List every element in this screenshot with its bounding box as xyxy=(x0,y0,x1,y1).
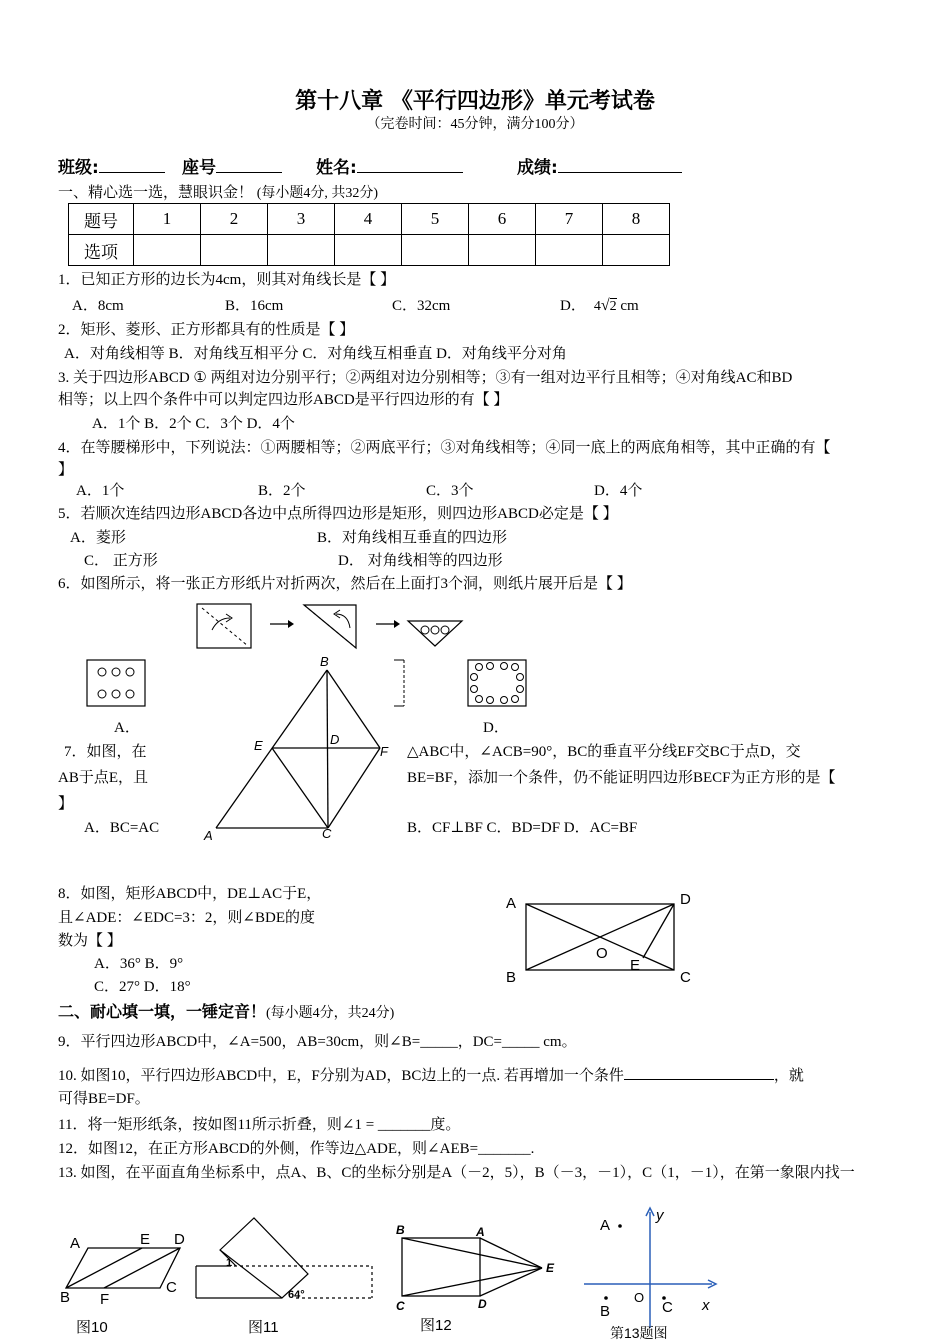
q7-options-bcd: B．CF⊥BF C．BD=DF D．AC=BF xyxy=(407,820,638,836)
fig12-label-a: A xyxy=(476,1225,485,1239)
figure-13 xyxy=(582,1206,728,1342)
q5-stem: 5．若顺次连结四边形ABCD各边中点所得四边形是矩形，则四边形ABCD必定是【 】 xyxy=(58,506,618,522)
q8-label-a: A xyxy=(506,895,517,912)
answer-cell[interactable] xyxy=(402,235,469,266)
q8-label-b: B xyxy=(506,969,517,986)
answer-cell[interactable] xyxy=(536,235,603,266)
answer-cell[interactable] xyxy=(603,235,670,266)
q8-label-o: O xyxy=(596,945,608,962)
answer-cell[interactable] xyxy=(134,235,201,266)
table-cell: 6 xyxy=(469,204,536,235)
q8-label-d: D xyxy=(680,891,691,908)
q1-stem: 1．已知正方形的边长为4cm，则其对角线长是【 】 xyxy=(58,272,396,288)
q4-line2: 】 xyxy=(58,462,74,478)
q7-label-e: E xyxy=(254,738,263,753)
fig13-label-c: C xyxy=(662,1299,673,1316)
section2-heading: 二、耐心填一填，一锤定音！(每小题4分，共24分) xyxy=(58,1002,395,1021)
fig12-label-b: B xyxy=(396,1223,405,1237)
table-cell: 3 xyxy=(268,204,335,235)
q5-option-b: B．对角线相互垂直的四边形 xyxy=(317,530,508,546)
score-field xyxy=(517,153,682,178)
q7-label-d: D xyxy=(330,732,340,747)
answer-cell[interactable] xyxy=(268,235,335,266)
score-label: 成绩: xyxy=(517,158,558,178)
q6-stem: 6．如图所示，将一张正方形纸片对折两次，然后在上面打3个洞，则纸片展开后是【 】 xyxy=(58,576,632,592)
q4-option-d: D．4个 xyxy=(594,483,643,499)
q7-label-c: C xyxy=(322,826,332,841)
section1-heading: 一、精心选一选，慧眼识金！ (每小题4分, 共32分) xyxy=(58,185,379,201)
q6-option-a-figure xyxy=(85,658,149,710)
q7-option-a: A．BC=AC xyxy=(84,820,160,836)
q7-right1: △ABC中，∠ACB=90°，BC的垂直平分线EF交BC于点D，交 xyxy=(407,744,801,760)
q7-figure xyxy=(200,652,400,844)
fig13-label-y: y xyxy=(656,1207,664,1224)
q6-label-d: D． xyxy=(483,720,509,736)
fig13-label-x: x xyxy=(702,1297,710,1314)
q2-options: A．对角线相等 B．对角线互相平分 C．对角线互相垂直 D．对角线平分对角 xyxy=(64,346,567,362)
q4-option-c: C．3个 xyxy=(426,483,474,499)
exam-subtitle: （完卷时间：45分钟，满分100分） xyxy=(366,117,584,132)
q6-fold-figure xyxy=(190,598,480,654)
answer-cell[interactable] xyxy=(335,235,402,266)
q8-figure xyxy=(500,888,700,988)
q6-option-d-figure xyxy=(466,658,530,710)
q8-line2: 且∠ADE：∠EDC=3：2，则∠BDE的度 xyxy=(58,910,315,926)
fig11-angle-64: 64° xyxy=(288,1289,305,1301)
q3-line1: 3. 关于四边形ABCD ① 两组对边分别平行；②两组对边分别相等；③有一组对边平行且相等；④对角线AC和BD xyxy=(58,370,793,386)
name-label: 姓名: xyxy=(316,158,357,178)
fig12-label-d: D xyxy=(478,1297,487,1311)
q2-stem: 2．矩形、菱形、正方形都具有的性质是【 】 xyxy=(58,322,355,338)
seat-field xyxy=(182,153,282,178)
table-cell: 8 xyxy=(603,204,670,235)
q8-options-ab: A．36° B．9° xyxy=(94,956,184,972)
fig10-label-c: C xyxy=(166,1279,177,1296)
fig13-caption: 第13题图 xyxy=(610,1325,668,1341)
q4-line1: 4．在等腰梯形中，下列说法：①两腰相等；②两底平行；③对角线相等；④同一底上的两底角相等，其中正确的有【 xyxy=(58,440,831,456)
fig10-label-b: B xyxy=(60,1289,71,1306)
q7-label-a: A xyxy=(204,828,213,843)
figure-11 xyxy=(192,1214,382,1338)
class-field xyxy=(58,153,165,178)
fig13-label-b: B xyxy=(600,1303,611,1320)
q8-label-c: C xyxy=(680,969,691,986)
q4-option-a: A．1个 xyxy=(76,483,125,499)
q1-option-c: C．32cm xyxy=(392,298,451,314)
table-cell: 5 xyxy=(402,204,469,235)
q10-line2: 可得BE=DF。 xyxy=(58,1091,150,1107)
table-cell: 题号 xyxy=(69,204,134,235)
q7-label-b: B xyxy=(320,654,329,669)
fig13-label-o: O xyxy=(634,1290,645,1305)
q9-text: 9．平行四边形ABCD中，∠A=500，AB=30cm，则∠B=_____，DC=_____ cm。 xyxy=(58,1034,577,1050)
fig10-label-e: E xyxy=(140,1231,151,1248)
table-row xyxy=(69,204,670,235)
q4-option-b: B．2个 xyxy=(258,483,306,499)
fig10-caption: 图10 xyxy=(76,1319,108,1336)
table-cell: 7 xyxy=(536,204,603,235)
table-row xyxy=(69,235,670,266)
name-field xyxy=(316,153,463,178)
q13-text: 13. 如图，在平面直角坐标系中，点A、B、C的坐标分别是A（－2，5），B（－3，－1），C（1，－1），在第一象限内找一 xyxy=(58,1165,855,1181)
answer-cell[interactable] xyxy=(469,235,536,266)
q3-options: A．1个 B．2个 C．3个 D．4个 xyxy=(92,416,295,432)
answer-table xyxy=(68,203,670,266)
fig10-label-a: A xyxy=(70,1235,81,1252)
q10-answer-blank[interactable] xyxy=(624,1065,774,1080)
page-title: 第十八章 《平行四边形》单元考试卷 xyxy=(295,89,655,114)
q8-line3: 数为【 】 xyxy=(58,933,122,949)
fig12-caption: 图12 xyxy=(420,1317,452,1334)
q11-text: 11．将一矩形纸条，按如图11所示折叠，则∠1 = _______度。 xyxy=(58,1117,461,1133)
class-label: 班级: xyxy=(58,158,99,178)
q8-line1: 8．如图，矩形ABCD中，DE⊥AC于E， xyxy=(58,886,322,902)
q5-option-a: A．菱形 xyxy=(70,530,126,546)
fig11-caption: 图11 xyxy=(248,1319,279,1336)
seat-label: 座号 xyxy=(182,158,216,178)
fig12-label-c: C xyxy=(396,1299,405,1313)
table-cell: 选项 xyxy=(69,235,134,266)
q5-option-c: C． 正方形 xyxy=(84,553,158,569)
table-cell: 4 xyxy=(335,204,402,235)
figure-10 xyxy=(56,1228,186,1338)
figure-12 xyxy=(392,1222,562,1332)
fig12-label-e: E xyxy=(546,1261,555,1275)
q1-option-b: B．16cm xyxy=(225,298,284,314)
q8-label-e: E xyxy=(630,957,641,974)
q10-line1: 10. 如图10，平行四边形ABCD中，E，F分别为AD，BC边上的一点. 若再增加一个条件 ，就 xyxy=(58,1064,804,1085)
table-cell: 2 xyxy=(201,204,268,235)
q8-options-cd: C．27° D．18° xyxy=(94,979,191,995)
q7-left1: 7．如图，在 xyxy=(64,744,147,760)
q7-label-f: F xyxy=(380,744,388,759)
fig11-angle-1: 1 xyxy=(226,1257,233,1269)
q7-left3: 】 xyxy=(58,796,74,812)
q1-option-d: D． 4√2 cm xyxy=(560,297,639,314)
fig13-label-a: A xyxy=(600,1217,611,1234)
q7-right2: BE=BF，添加一个条件，仍不能证明四边形BECF为正方形的是【 xyxy=(407,770,836,786)
q3-line2: 相等；以上四个条件中可以判定四边形ABCD是平行四边形的有【 】 xyxy=(58,392,509,408)
q12-text: 12．如图12，在正方形ABCD的外侧，作等边△ADE，则∠AEB=_______. xyxy=(58,1141,535,1157)
fig10-label-f: F xyxy=(100,1291,110,1308)
q6-label-a: A． xyxy=(114,720,140,736)
q1-option-a: A．8cm xyxy=(72,298,124,314)
answer-cell[interactable] xyxy=(201,235,268,266)
q5-option-d: D． 对角线相等的四边形 xyxy=(338,553,503,569)
table-cell: 1 xyxy=(134,204,201,235)
fig10-label-d: D xyxy=(174,1231,185,1248)
q7-left2: AB于点E，且 xyxy=(58,770,149,786)
